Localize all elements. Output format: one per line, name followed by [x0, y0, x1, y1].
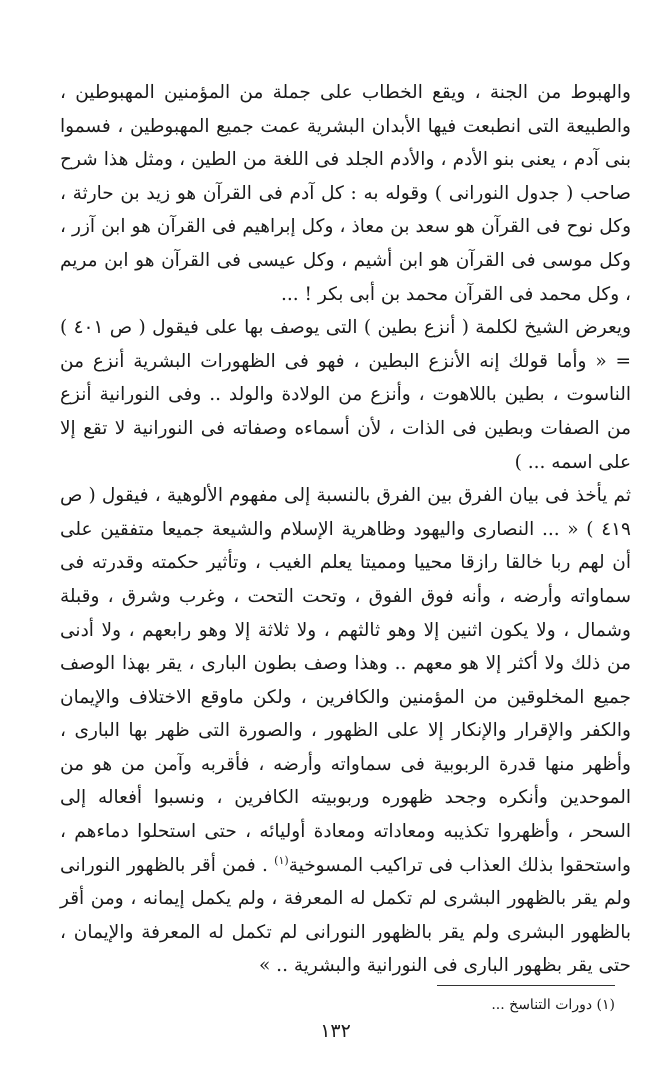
footnote: (١) دورات التناسخ ...	[491, 997, 615, 1013]
paragraph-3-text-before-footnote: ثم يأخذ فى بيان الفرق بين الفرق بالنسبة إلى مفهوم الألوهية ، فيقول ( ص ٤١٩ ) « ... النصارى واليهود وظاهرية الإسلام والشيعة جميعا متفقين على أن لهم ربا خالقا رازقا محييا ومميتا يعلم الغيب ، وتأثير حكمته وقدرته فى سماواته وأرضه ، وأنه فوق الفوق ، وتحت التحت ، وغرب وشرق ، وقبلة وشمال ، ولا يكون اثنين إلا وهو ثالثهم ، ولا ثلاثة إلا وهو رابعهم ، ولا أدنى من ذلك ولا أكثر إلا هو معهم .. وهذا وصف بطون البارى ، يقر بهذا الوصف جميع المخلوقين من المؤمنين والكافرين ، ولكن ماوقع الاختلاف والإيمان والكفر والإقرار والإنكار إلا على الظهور ، والصورة التى ظهر بها البارى ، وأظهر منها قدرة الربوبية فى سماواته وأرضه ، فأقربه وآمن من هو من الموحدين وأنكره وجحد ظهوره وربوبيته الكافرين ، ونسبوا أفعاله إلى السحر ، وأظهروا تكذيبه ومعاداته ومعادة أوليائه ، حتى استحلوا دماءهم ، واستحقوا بذلك العذاب فى تراكيب المسوخية	[60, 485, 631, 876]
paragraph-3	[60, 479, 631, 983]
page-number: ١٣٢	[320, 1020, 351, 1042]
footnote-divider	[437, 985, 615, 986]
paragraph-3-text-after-footnote: . فمن أقر بالظهور النورانى ولم يقر بالظهور البشرى لم تكمل له المعرفة ، ولم يكمل إيمانه ، ومن أقر بالظهور البشرى ولم يقر بالظهور النورانى لم تكمل له المعرفة والإيمان ، حتى يقر بظهور البارى فى النورانية والبشرية .. »	[60, 854, 631, 977]
paragraph-1: والهبوط من الجنة ، ويقع الخطاب على جملة من المؤمنين المهبوطين ، والطبيعة التى انطبعت فيها الأبدان البشرية عمت جميع المهبوطين ، فسموا بنى آدم ، يعنى بنو الأدم ، والأدم الجلد فى اللغة من الطين ، ومثل هذا شرح صاحب ( جدول النورانى ) وقوله به : كل آدم فى القرآن هو زيد بن حارثة ، وكل نوح فى القرآن هو سعد بن معاذ ، وكل إبراهيم فى القرآن هو ابن آزر ، وكل موسى فى القرآن هو ابن أشيم ، وكل عيسى فى القرآن هو ابن مريم ، وكل محمد فى القرآن محمد بن أبى بكر ! ...	[60, 82, 631, 305]
paragraph-2: ويعرض الشيخ لكلمة ( أنزع بطين ) التى يوصف بها على فيقول ( ص ٤٠١ ) = « وأما قولك إنه الأنزع البطين ، فهو فى الظهورات البشرية أنزع من الناسوت ، بطين باللاهوت ، وأنزع من الولادة والولد .. وفى النورانية أنزع من الصفات وبطين فى الذات ، لأن أسماءه وصفاته فى النورانية لا تقع إلا على اسمه ... )	[60, 317, 632, 473]
page-body	[60, 76, 631, 983]
footnote-reference-marker: (١)	[274, 853, 289, 867]
